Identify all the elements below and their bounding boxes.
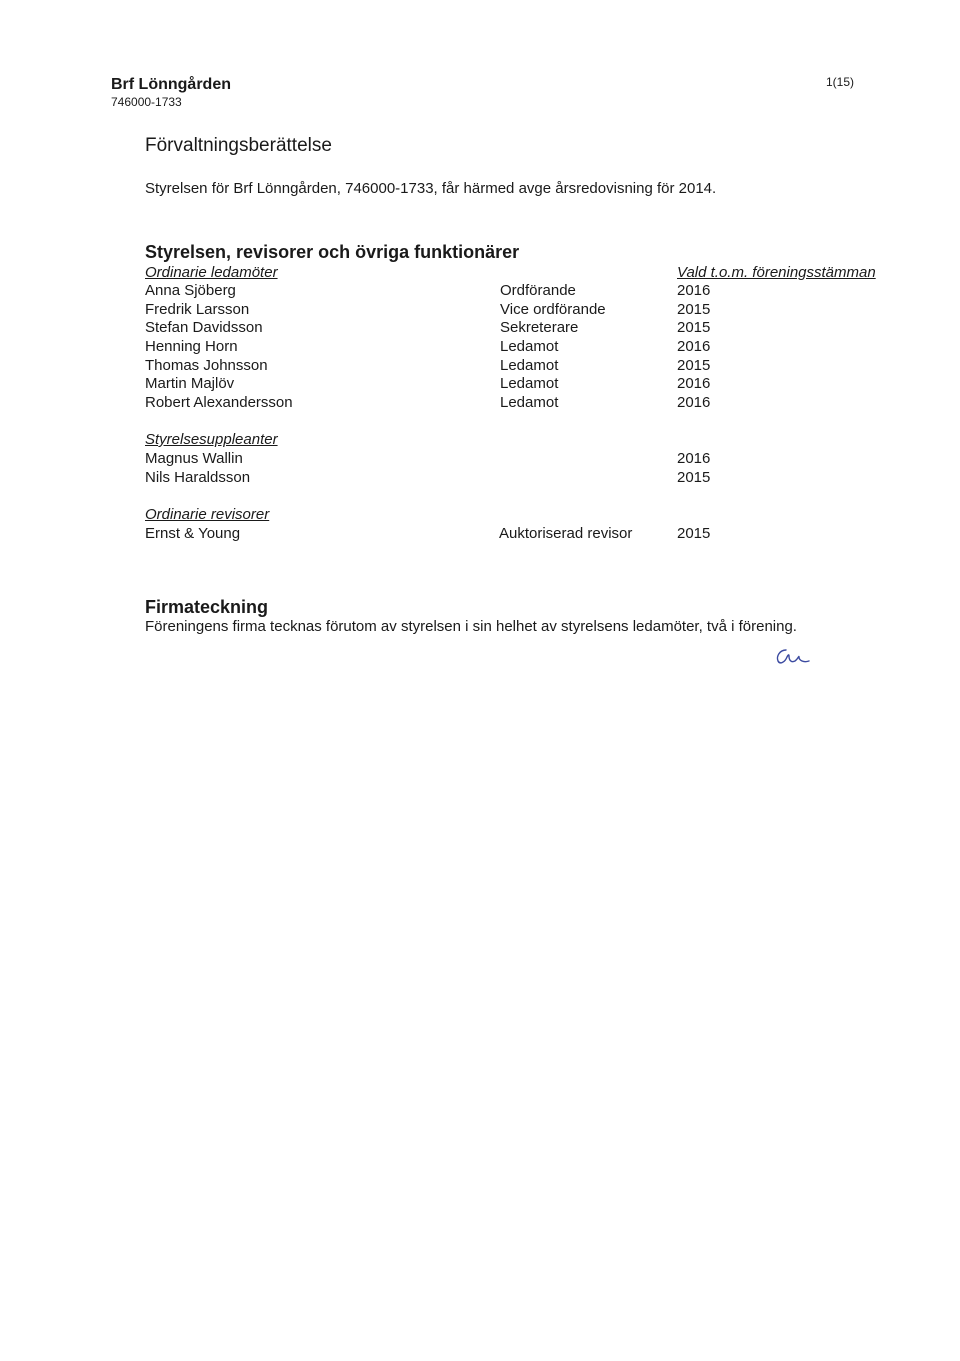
member-year: 2015 <box>677 300 711 318</box>
member-role: Ordförande <box>500 282 576 299</box>
auditors-list <box>145 525 865 544</box>
member-name: Anna Sjöberg <box>145 282 236 299</box>
handwritten-initials-icon <box>772 642 812 672</box>
members-list <box>145 282 865 413</box>
deputy-year: 2015 <box>677 468 711 486</box>
elected-until-heading: Vald t.o.m. föreningsstämman <box>677 264 876 281</box>
board-section-heading: Styrelsen, revisorer och övriga funktionärer <box>145 242 520 262</box>
member-year: 2016 <box>677 282 711 299</box>
members-heading: Ordinarie ledamöter <box>145 264 278 281</box>
list-item <box>145 469 865 488</box>
member-role: Ledamot <box>500 338 559 356</box>
organization-number: 746000-1733 <box>111 95 182 109</box>
member-name: Stefan Davidsson <box>145 319 263 337</box>
member-year: 2016 <box>677 394 711 412</box>
auditors-heading: Ordinarie revisorer <box>145 506 270 523</box>
auditor-name: Ernst & Young <box>145 525 241 542</box>
deputies-heading: Styrelsesuppleanter <box>145 431 278 448</box>
member-role: Ledamot <box>500 375 559 393</box>
member-name: Robert Alexandersson <box>145 394 293 412</box>
member-role: Vice ordförande <box>500 300 606 318</box>
auditor-role: Auktoriserad revisor <box>499 525 633 542</box>
member-name: Martin Majlöv <box>145 375 235 393</box>
deputy-name: Magnus Wallin <box>145 450 243 467</box>
member-year: 2016 <box>677 375 711 393</box>
list-item <box>145 375 865 394</box>
member-year: 2015 <box>677 356 711 374</box>
member-name: Thomas Johnsson <box>145 356 268 374</box>
list-item <box>145 525 865 544</box>
member-year: 2015 <box>677 319 711 337</box>
member-role: Ledamot <box>500 394 559 412</box>
list-item <box>145 282 865 301</box>
signing-text: Föreningens firma tecknas förutom av styrelsen i sin helhet av styrelsens ledamöter, två i förening. <box>145 618 797 635</box>
organization-name: Brf Lönngården <box>111 76 231 93</box>
list-item <box>145 450 865 469</box>
member-role: Sekreterare <box>500 319 579 337</box>
member-role: Ledamot <box>500 356 559 374</box>
list-item <box>145 394 865 413</box>
list-item <box>145 319 865 338</box>
list-item <box>145 357 865 376</box>
deputy-year: 2016 <box>677 450 711 467</box>
page-number: 1(15) <box>826 75 855 89</box>
document-title: Förvaltningsberättelse <box>145 135 332 156</box>
member-year: 2016 <box>677 338 711 356</box>
member-name: Fredrik Larsson <box>145 300 250 318</box>
member-name: Henning Horn <box>145 338 238 356</box>
deputy-name: Nils Haraldsson <box>145 468 251 486</box>
signing-section-heading: Firmateckning <box>145 597 269 617</box>
auditor-year: 2015 <box>677 525 711 542</box>
list-item <box>145 301 865 320</box>
intro-paragraph: Styrelsen för Brf Lönngården, 746000-1733, får härmed avge årsredovisning för 2014. <box>145 180 717 197</box>
deputies-list <box>145 450 865 487</box>
list-item <box>145 338 865 357</box>
